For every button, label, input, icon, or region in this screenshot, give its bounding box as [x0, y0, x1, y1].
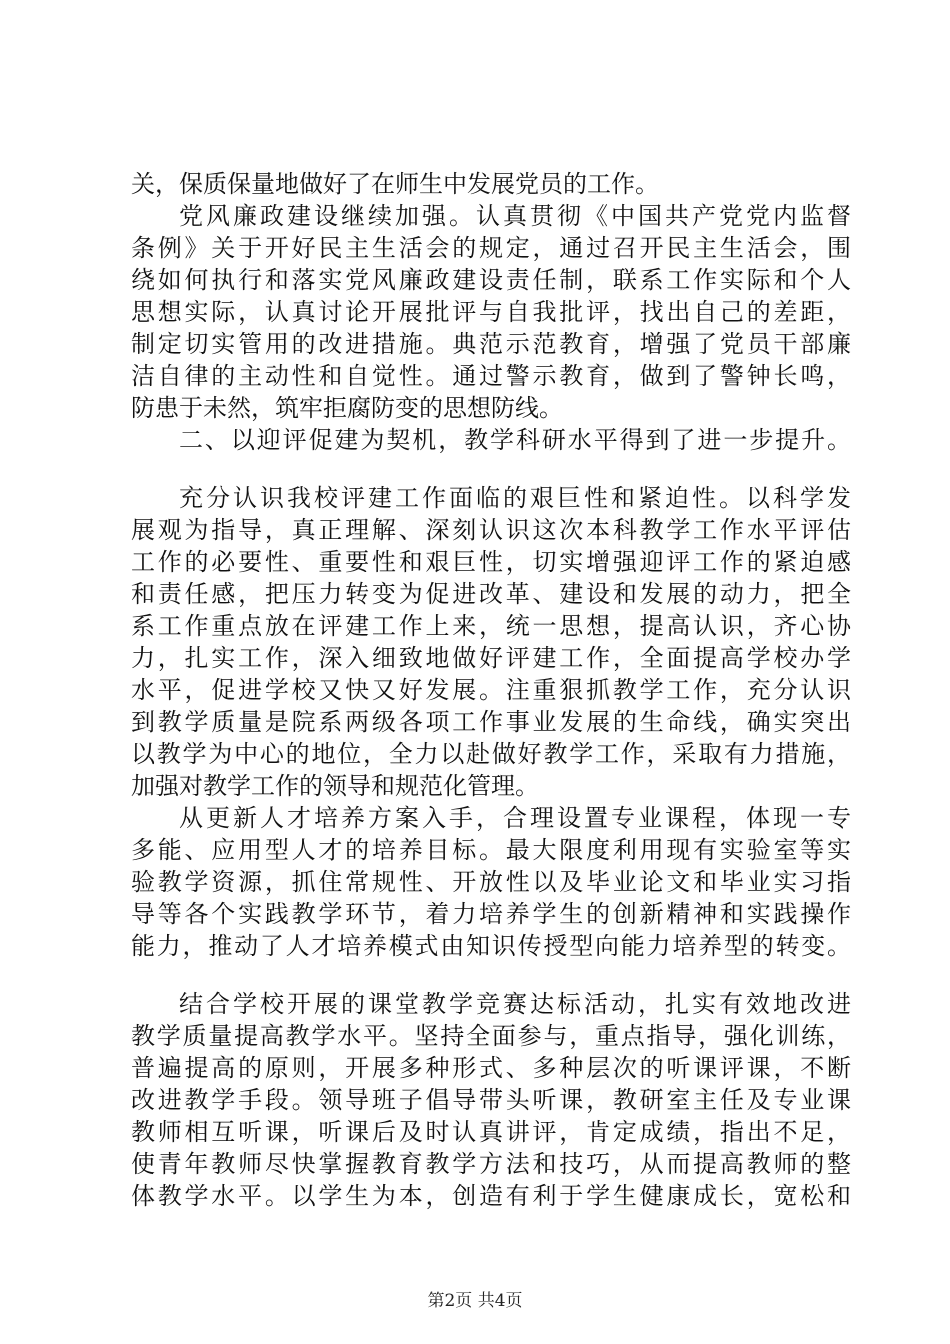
text-line: 充分认识我校评建工作面临的艰巨性和紧迫性。以科学发 [179, 484, 851, 512]
text-line: 使青年教师尽快掌握教育教学方法和技巧，从而提高教师的整 [131, 1150, 851, 1178]
text-line: 条例》关于开好民主生活会的规定，通过召开民主生活会，围 [131, 234, 851, 262]
text-line: 和责任感，把压力转变为促进改革、建设和发展的动力，把全 [131, 580, 851, 608]
text-line: 改进教学手段。领导班子倡导带头听课，教研室主任及专业课 [131, 1086, 851, 1114]
text-line: 以教学为中心的地位，全力以赴做好教学工作，采取有力措施， [131, 740, 851, 768]
page-number-footer: 第2页 共4页 [427, 1291, 523, 1311]
text-line: 从更新人才培养方案入手，合理设置专业课程，体现一专 [179, 804, 851, 832]
text-line: 关，保质保量地做好了在师生中发展党员的工作。 [131, 170, 659, 198]
text-line: 到教学质量是院系两级各项工作事业发展的生命线，确实突出 [131, 708, 851, 736]
text-line: 教师相互听课，听课后及时认真讲评，肯定成绩，指出不足， [131, 1118, 851, 1146]
text-line: 防患于未然，筑牢拒腐防变的思想防线。 [131, 394, 563, 422]
section-heading: 二、以迎评促建为契机，教学科研水平得到了进一步提升。 [179, 426, 851, 454]
text-line: 工作的必要性、重要性和艰巨性，切实增强迎评工作的紧迫感 [131, 548, 851, 576]
text-line: 结合学校开展的课堂教学竞赛达标活动，扎实有效地改进 [179, 990, 851, 1018]
text-line: 验教学资源，抓住常规性、开放性以及毕业论文和毕业实习指 [131, 868, 851, 896]
text-line: 水平，促进学校又快又好发展。注重狠抓教学工作，充分认识 [131, 676, 851, 704]
text-line: 力，扎实工作，深入细致地做好评建工作，全面提高学校办学 [131, 644, 851, 672]
text-line: 导等各个实践教学环节，着力培养学生的创新精神和实践操作 [131, 900, 851, 928]
text-line: 洁自律的主动性和自觉性。通过警示教育，做到了警钟长鸣， [131, 362, 851, 390]
text-line: 展观为指导，真正理解、深刻认识这次本科教学工作水平评估 [131, 516, 851, 544]
text-line: 普遍提高的原则，开展多种形式、多种层次的听课评课，不断 [131, 1054, 851, 1082]
text-line: 多能、应用型人才的培养目标。最大限度利用现有实验室等实 [131, 836, 851, 864]
text-line: 制定切实管用的改进措施。典范示范教育，增强了党员干部廉 [131, 330, 851, 358]
text-line: 教学质量提高教学水平。坚持全面参与，重点指导，强化训练， [131, 1022, 851, 1050]
text-line: 系工作重点放在评建工作上来，统一思想，提高认识，齐心协 [131, 612, 851, 640]
text-line: 思想实际，认真讨论开展批评与自我批评，找出自己的差距， [131, 298, 851, 326]
text-line: 绕如何执行和落实党风廉政建设责任制，联系工作实际和个人 [131, 266, 851, 294]
text-line: 体教学水平。以学生为本，创造有利于学生健康成长，宽松和 [131, 1182, 851, 1210]
text-line: 能力，推动了人才培养模式由知识传授型向能力培养型的转变。 [131, 932, 851, 960]
text-line: 党风廉政建设继续加强。认真贯彻《中国共产党党内监督 [179, 202, 851, 230]
text-line: 加强对教学工作的领导和规范化管理。 [131, 772, 539, 800]
